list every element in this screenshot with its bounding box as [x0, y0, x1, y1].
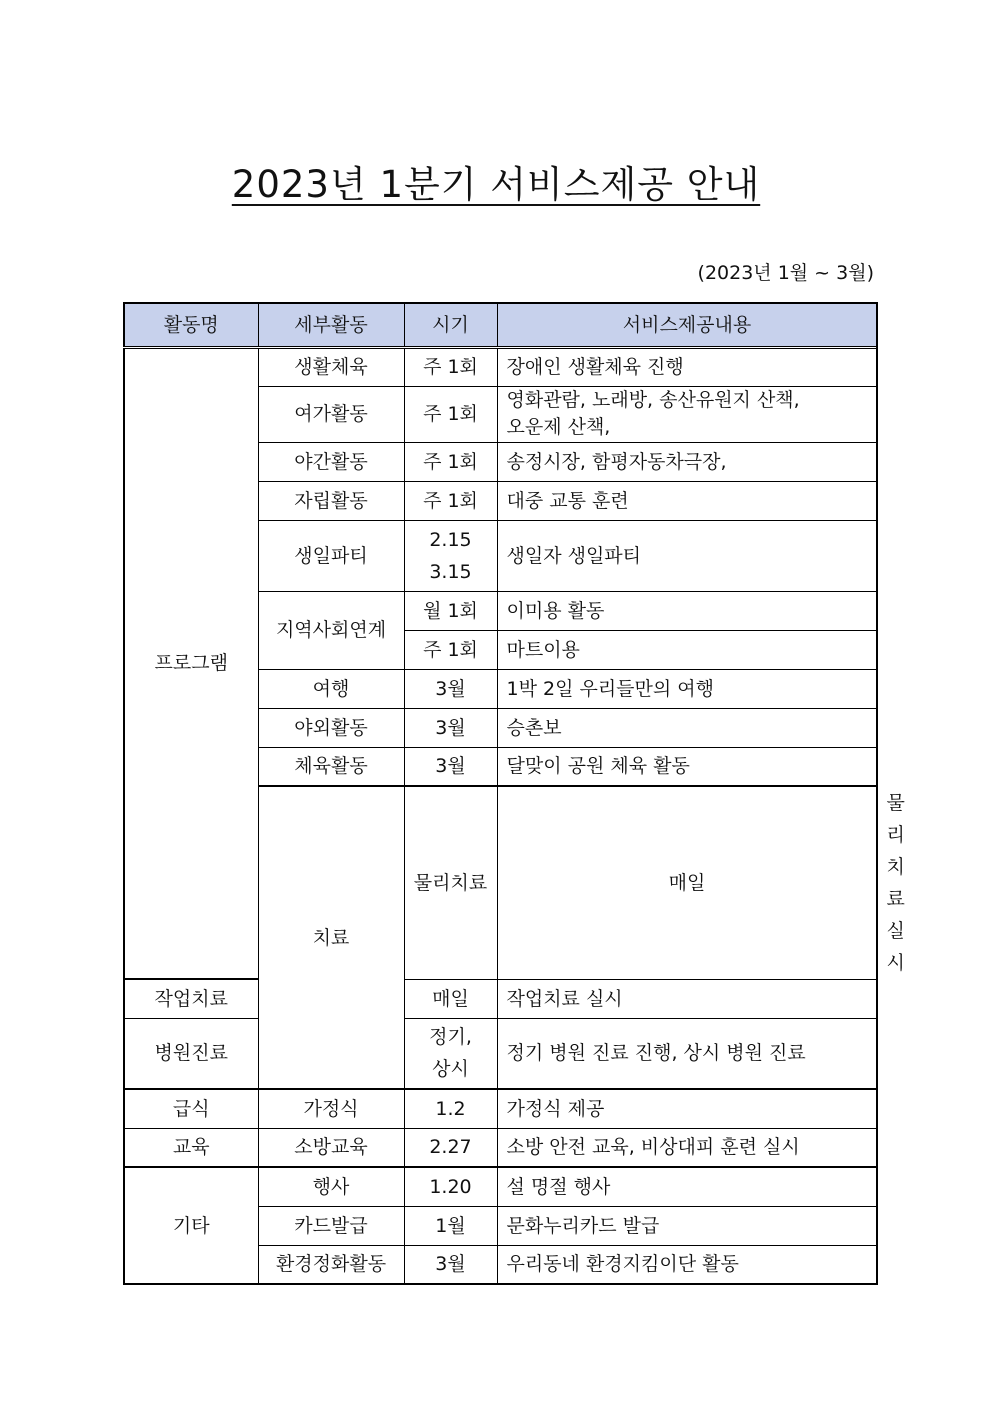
activity-cell: 체육활동: [258, 747, 404, 786]
period-cell: 매일: [497, 786, 877, 979]
category-cell: 급식: [124, 1089, 258, 1128]
content-cell: [497, 386, 877, 442]
activity-cell: 여행: [258, 669, 404, 708]
period-cell: 1.20: [404, 1167, 497, 1206]
content-cell: 이미용 활동: [497, 591, 877, 630]
period-cell: 주 1회: [404, 442, 497, 481]
period-line: 정기,: [429, 1026, 472, 1049]
activity-cell: 카드발급: [258, 1206, 404, 1245]
table-header-row: [124, 303, 877, 347]
content-cell: 마트이용: [497, 630, 877, 669]
document-title: [0, 160, 992, 210]
content-cell: 달맞이 공원 체육 활동: [497, 747, 877, 786]
service-schedule-table: [123, 302, 905, 1285]
content-cell: 송정시장, 함평자동차극장,: [497, 442, 877, 481]
period-cell: 3월: [404, 1245, 497, 1284]
content-cell: 설 명절 행사: [497, 1167, 877, 1206]
activity-cell: 가정식: [258, 1089, 404, 1128]
activity-cell: 자립활동: [258, 481, 404, 520]
content-cell: 가정식 제공: [497, 1089, 877, 1128]
activity-cell: 환경정화활동: [258, 1245, 404, 1284]
period-cell: 3월: [404, 747, 497, 786]
table-row: [124, 1089, 877, 1128]
header-service-content: 서비스제공내용: [497, 303, 877, 347]
content-cell: 우리동네 환경지킴이단 활동: [497, 1245, 877, 1284]
content-cell: 장애인 생활체육 진행: [497, 347, 877, 386]
activity-cell: 행사: [258, 1167, 404, 1206]
activity-cell: 야간활동: [258, 442, 404, 481]
content-cell: 승촌보: [497, 708, 877, 747]
period-cell: 월 1회: [404, 591, 497, 630]
period-line: 상시: [432, 1058, 469, 1081]
period-cell: 3월: [404, 669, 497, 708]
period-line: 2.15: [429, 528, 472, 551]
content-cell: 작업치료 실시: [497, 979, 877, 1018]
category-cell: 교육: [124, 1128, 258, 1167]
activity-cell: 생일파티: [258, 520, 404, 591]
category-cell: 프로그램: [124, 347, 258, 979]
content-cell: 생일자 생일파티: [497, 520, 877, 591]
activity-cell: 소방교육: [258, 1128, 404, 1167]
activity-cell: 여가활동: [258, 386, 404, 442]
header-category: 활동명: [124, 303, 258, 347]
period-cell: 3월: [404, 708, 497, 747]
category-cell: 치료: [258, 786, 404, 1089]
period-cell: 매일: [404, 979, 497, 1018]
period-cell: 2.27: [404, 1128, 497, 1167]
content-line: 오운제 산책,: [506, 416, 611, 438]
content-cell: 문화누리카드 발급: [497, 1206, 877, 1245]
table-row: [124, 347, 877, 386]
period-cell: 주 1회: [404, 386, 497, 442]
table-row: [124, 1128, 877, 1167]
table-row: [124, 1018, 877, 1089]
period-cell: 1.2: [404, 1089, 497, 1128]
category-cell: 기타: [124, 1167, 258, 1284]
document-title-text: 2023년 1분기 서비스제공 안내: [231, 163, 761, 206]
header-period: 시기: [404, 303, 497, 347]
content-cell: 1박 2일 우리들만의 여행: [497, 669, 877, 708]
period-cell: 주 1회: [404, 347, 497, 386]
content-cell: 대중 교통 훈련: [497, 481, 877, 520]
period-line: 3.15: [429, 560, 472, 583]
activity-cell: 물리치료: [404, 786, 497, 979]
activity-cell: 작업치료: [124, 979, 258, 1018]
period-cell: [404, 520, 497, 591]
table-row: [124, 1167, 877, 1206]
period-range: (2023년 1월 ~ 3월): [697, 262, 874, 284]
content-cell: 정기 병원 진료 진행, 상시 병원 진료: [497, 1018, 877, 1089]
period-cell: 주 1회: [404, 481, 497, 520]
table-row: 치료 물리치료 매일 물리치료 실시: [124, 786, 877, 979]
period-cell: 주 1회: [404, 630, 497, 669]
content-line: 영화관람, 노래방, 송산유원지 산책,: [506, 389, 800, 411]
activity-cell: 야외활동: [258, 708, 404, 747]
table-row: [124, 979, 877, 1018]
period-cell: 1월: [404, 1206, 497, 1245]
activity-cell: 지역사회연계: [258, 591, 404, 669]
header-detail-activity: 세부활동: [258, 303, 404, 347]
activity-cell: 생활체육: [258, 347, 404, 386]
period-cell: [404, 1018, 497, 1089]
activity-cell: 병원진료: [124, 1018, 258, 1089]
content-cell: 소방 안전 교육, 비상대피 훈련 실시: [497, 1128, 877, 1167]
